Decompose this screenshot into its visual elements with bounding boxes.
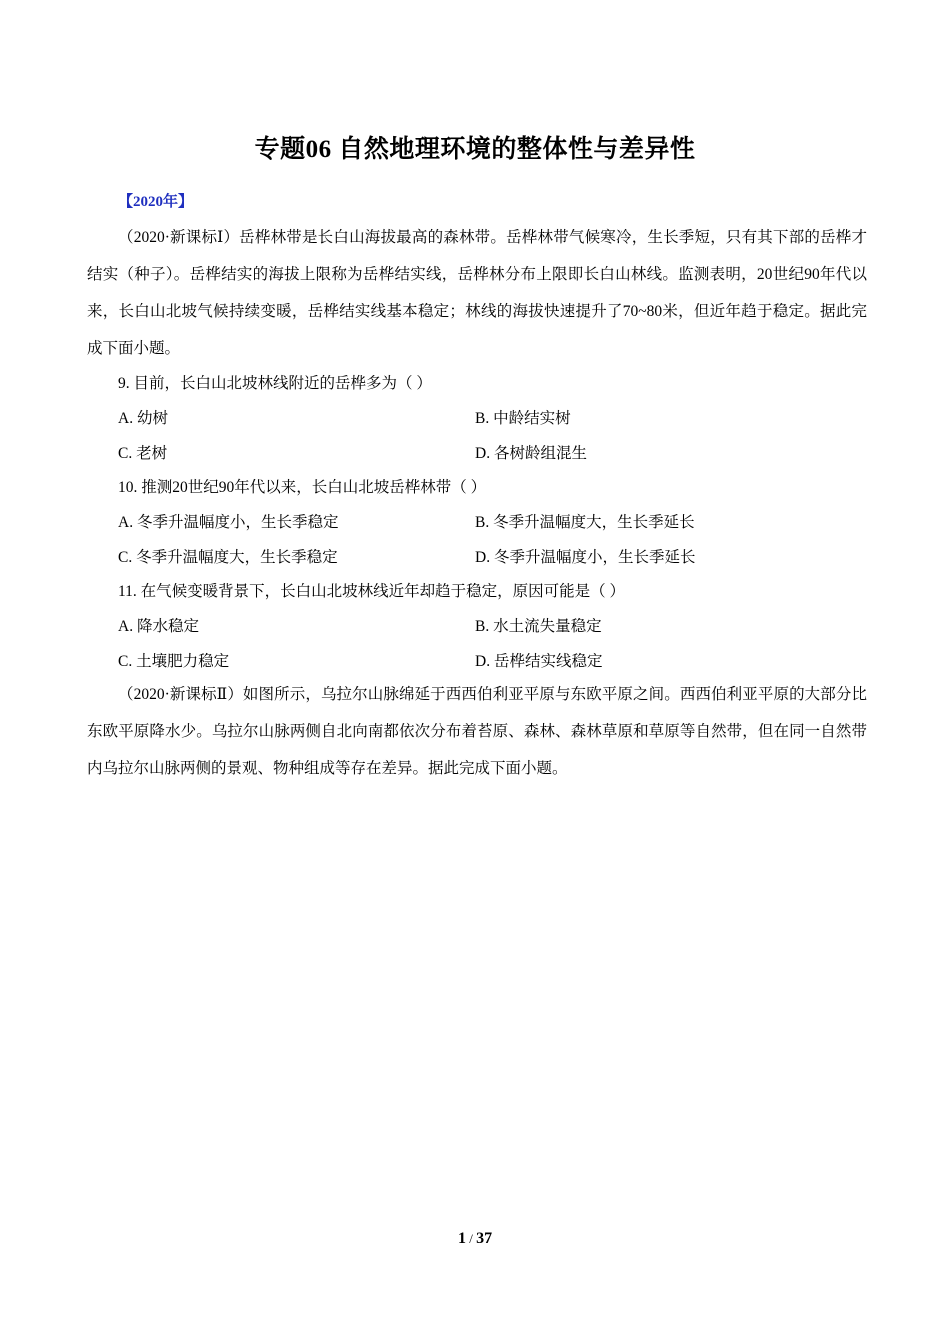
page-separator: / [465, 1231, 477, 1246]
question-11-stem: 11. 在气候变暖背景下，长白山北坡林线近年却趋于稳定，原因可能是（ ） [118, 583, 626, 600]
question-10-option-d: D. 冬季升温幅度小，生长季延长 [475, 549, 696, 566]
question-11-option-c: C. 土壤肥力稳定 [118, 653, 230, 670]
question-11-option-d: D. 岳桦结实线稳定 [475, 653, 603, 670]
question-11-option-b: B. 水土流失量稳定 [475, 618, 602, 635]
question-9-stem: 9. 目前，长白山北坡林线附近的岳桦多为（ ） [118, 375, 432, 392]
question-9-option-c: C. 老树 [118, 445, 168, 462]
question-10-option-b: B. 冬季升温幅度大，生长季延长 [475, 514, 695, 531]
passage-2: （2020·新课标Ⅱ）如图所示，乌拉尔山脉绵延于西西伯利亚平原与东欧平原之间。西西伯利亚平原的大部分比东欧平原降水少。乌拉尔山脉两侧自北向南都依次分布着苔原、森林、森林草原和草原等自然带，但在同一自然带内乌拉尔山脉两侧的景观、物种组成等存在差异。据此完成下面小题。 [87, 686, 867, 777]
total-page-count: 37 [476, 1230, 493, 1247]
passage-1: （2020·新课标Ⅰ）岳桦林带是长白山海拔最高的森林带。岳桦林带气候寒冷，生长季短，只有其下部的岳桦才结实（种子）。岳桦结实的海拔上限称为岳桦结实线，岳桦林分布上限即长白山林线。监测表明，20世纪90年代以来，长白山北坡气候持续变暖，岳桦结实线基本稳定；林线的海拔快速提升了70~80米，但近年趋于稳定。据此完成下面小题。 [87, 229, 867, 357]
question-9-option-a: A. 幼树 [118, 410, 168, 427]
question-10-option-c: C. 冬季升温幅度大，生长季稳定 [118, 549, 338, 566]
page-title: 专题06 自然地理环境的整体性与差异性 [254, 136, 696, 163]
question-9-option-d: D. 各树龄组混生 [475, 445, 587, 462]
page-number [0, 1228, 950, 1250]
question-9-option-b: B. 中龄结实树 [475, 410, 571, 427]
section-year-tag: 【2020年】 [118, 194, 194, 210]
question-10-stem: 10. 推测20世纪90年代以来，长白山北坡岳桦林带（ ） [118, 479, 487, 496]
current-page-number: 1 [457, 1230, 466, 1247]
question-11-option-a: A. 降水稳定 [118, 618, 199, 635]
question-10-option-a: A. 冬季升温幅度小，生长季稳定 [118, 514, 339, 531]
